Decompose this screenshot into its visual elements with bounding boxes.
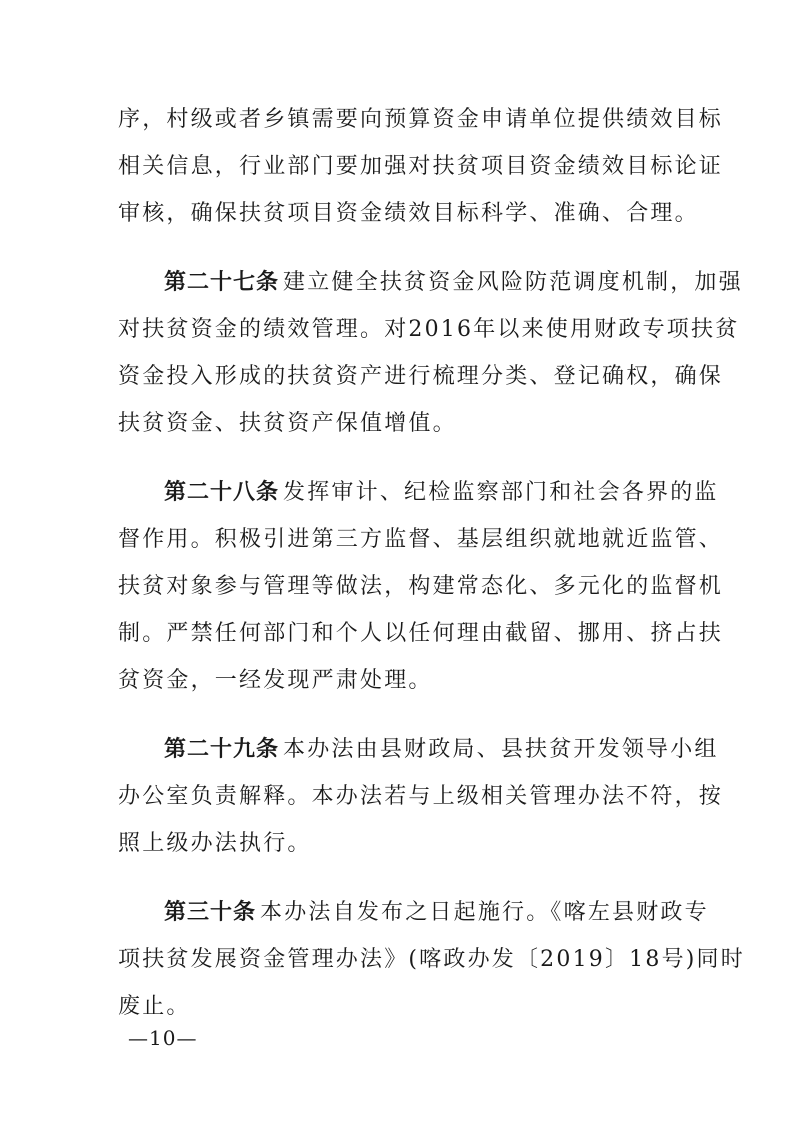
text-line: 序，村级或者乡镇需要向预算资金申请单位提供绩效目标	[118, 107, 724, 132]
text-line: 资金投入形成的扶贫资产进行梳理分类、登记确权，确保	[118, 364, 724, 389]
text-line: 制。严禁任何部门和个人以任何理由截留、挪用、挤占扶	[118, 621, 724, 646]
text-line: 相关信息，行业部门要加强对扶贫项目资金绩效目标论证	[118, 154, 724, 179]
text-line: 办公室负责解释。本办法若与上级相关管理办法不符，按	[118, 784, 724, 809]
article-title: 第二十七条	[164, 270, 280, 295]
article-title: 第二十八条	[164, 480, 280, 505]
article-29	[118, 726, 724, 867]
text-line: 照上级办法执行。	[118, 831, 312, 856]
text-line: 废止。	[118, 994, 191, 1019]
text-line: 扶贫资金、扶贫资产保值增值。	[118, 411, 457, 436]
article-30	[118, 889, 745, 1030]
article-28	[118, 469, 724, 704]
text-line: 本办法由县财政局、县扶贫开发领导小组	[283, 737, 719, 762]
text-line: 督作用。积极引进第三方监督、基层组织就地就近监管、	[118, 527, 724, 552]
text-line: 建立健全扶贫资金风险防范调度机制，加强	[283, 270, 743, 295]
text-line: 发挥审计、纪检监察部门和社会各界的监	[283, 480, 719, 505]
text-line: 本办法自发布之日起施行。《喀左县财政专	[260, 900, 709, 925]
text-line: 审核，确保扶贫项目资金绩效目标科学、准确、合理。	[118, 201, 699, 226]
article-title: 第二十九条	[164, 737, 280, 762]
paragraph-continuation	[118, 96, 724, 237]
article-27	[118, 259, 743, 447]
page-number: —10—	[128, 1026, 198, 1050]
text-line: 贫资金，一经发现严肃处理。	[118, 668, 433, 693]
text-line: 扶贫对象参与管理等做法，构建常态化、多元化的监督机	[118, 574, 724, 599]
article-title: 第三十条	[164, 900, 257, 925]
text-line: 对扶贫资金的绩效管理。对2016年以来使用财政专项扶贫	[118, 317, 740, 342]
document-body	[118, 96, 745, 1030]
text-line: 项扶贫发展资金管理办法》(喀政办发〔2019〕18号)同时	[118, 947, 745, 972]
